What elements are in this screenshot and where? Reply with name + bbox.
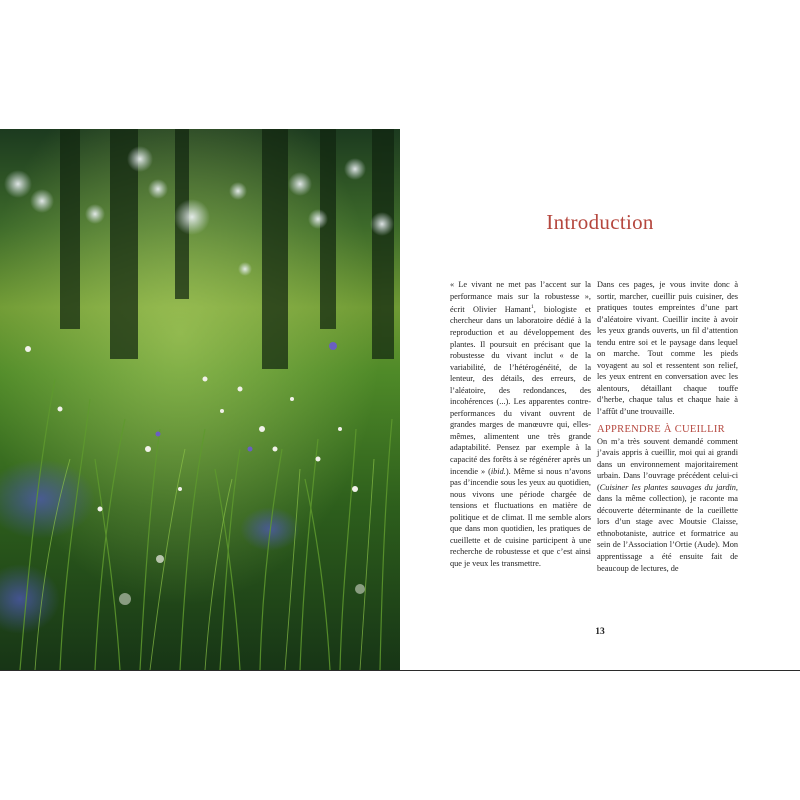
paragraph [597, 436, 738, 575]
paragraph-text: ). Même si nous n’avons pas d’incendie sous les yeux au quotidien, nous vivons une période chargée de tensions et fluctuations en matière de politique et de climat. Il me semble alors que dans mon quotidien, les pratiques de cueillette et de cuisine participent à une recherche de robustesse et que c’est ainsi que je veux les transmettre. [450, 466, 591, 568]
paragraph: Dans ces pages, je vous invite donc à sortir, marcher, cueillir puis cuisiner, des pratiques toutes empreintes d’une part d’aléatoire vivant. Cueillir incite à avoir les yeux grands ouverts, un fil d’attention tendu entre soi et le paysage dans lequel on marche. Tout comme les pieds voyagent au sol et ressentent son relief, les yeux entrent en conversation avec les alentours, détaillant chaque touffe d’herbe, chaque talus et chaque haie à l’affût d’une trouvaille. [597, 280, 738, 417]
text-page [400, 129, 800, 670]
right-text-column [597, 279, 738, 574]
chapter-title: Introduction [546, 210, 654, 234]
paragraph-text: On m’a très souvent demandé comment j’avais appris à cueillir, moi qui ai grandi dans un environnement majoritairement urbain. Dans l’ouvrage précédent celui-ci ( [597, 436, 738, 492]
page-number: 13 [595, 627, 605, 637]
left-text-column [450, 279, 591, 569]
footnote-marker: 1 [530, 304, 534, 311]
paragraph [450, 279, 591, 569]
paragraph-text: , biologiste et chercheur dans un laboratoire dédié à la reproduction et au développement des plantes. Il poursuit en précisant que la robustesse du vivant inclut « de la variabilité, de l’hétérogénéité, de la lenteur, des détails, des erreurs, de l’aléatoire, des redondances, des incohérences (...). Les apparentes contre-performances du vivant ouvrent de grandes marges de manœuvre qui, elles-mêmes, alimentent une très grande adaptabilité. Pensez par exemple à la capacité des forêts à se régénérer après un incendie » ( [450, 304, 591, 476]
book-title: Cuisiner les plantes sauvages du jardin [599, 482, 736, 492]
book-spread [0, 129, 800, 671]
paragraph-text: , dans la même collection), je raconte ma découverte déterminante de la cueillette lors d’un stage avec Moutsie Claisse, ethnobotaniste, autrice et formatrice au sein de l’Association l’Ortie (Aude). Mon apprentissage a été ensuite fait de beaucoup de lectures, de [597, 482, 738, 573]
meadow-photo-image [0, 129, 400, 670]
ibid-reference: ibid. [490, 466, 506, 476]
paragraph-text: « Le vivant ne met pas l’accent sur la performance mais sur la robustesse », écrit Olivier Hamant [450, 280, 591, 314]
section-heading: APPRENDRE À CUEILLIR [597, 423, 725, 435]
meadow-photo [0, 129, 400, 670]
